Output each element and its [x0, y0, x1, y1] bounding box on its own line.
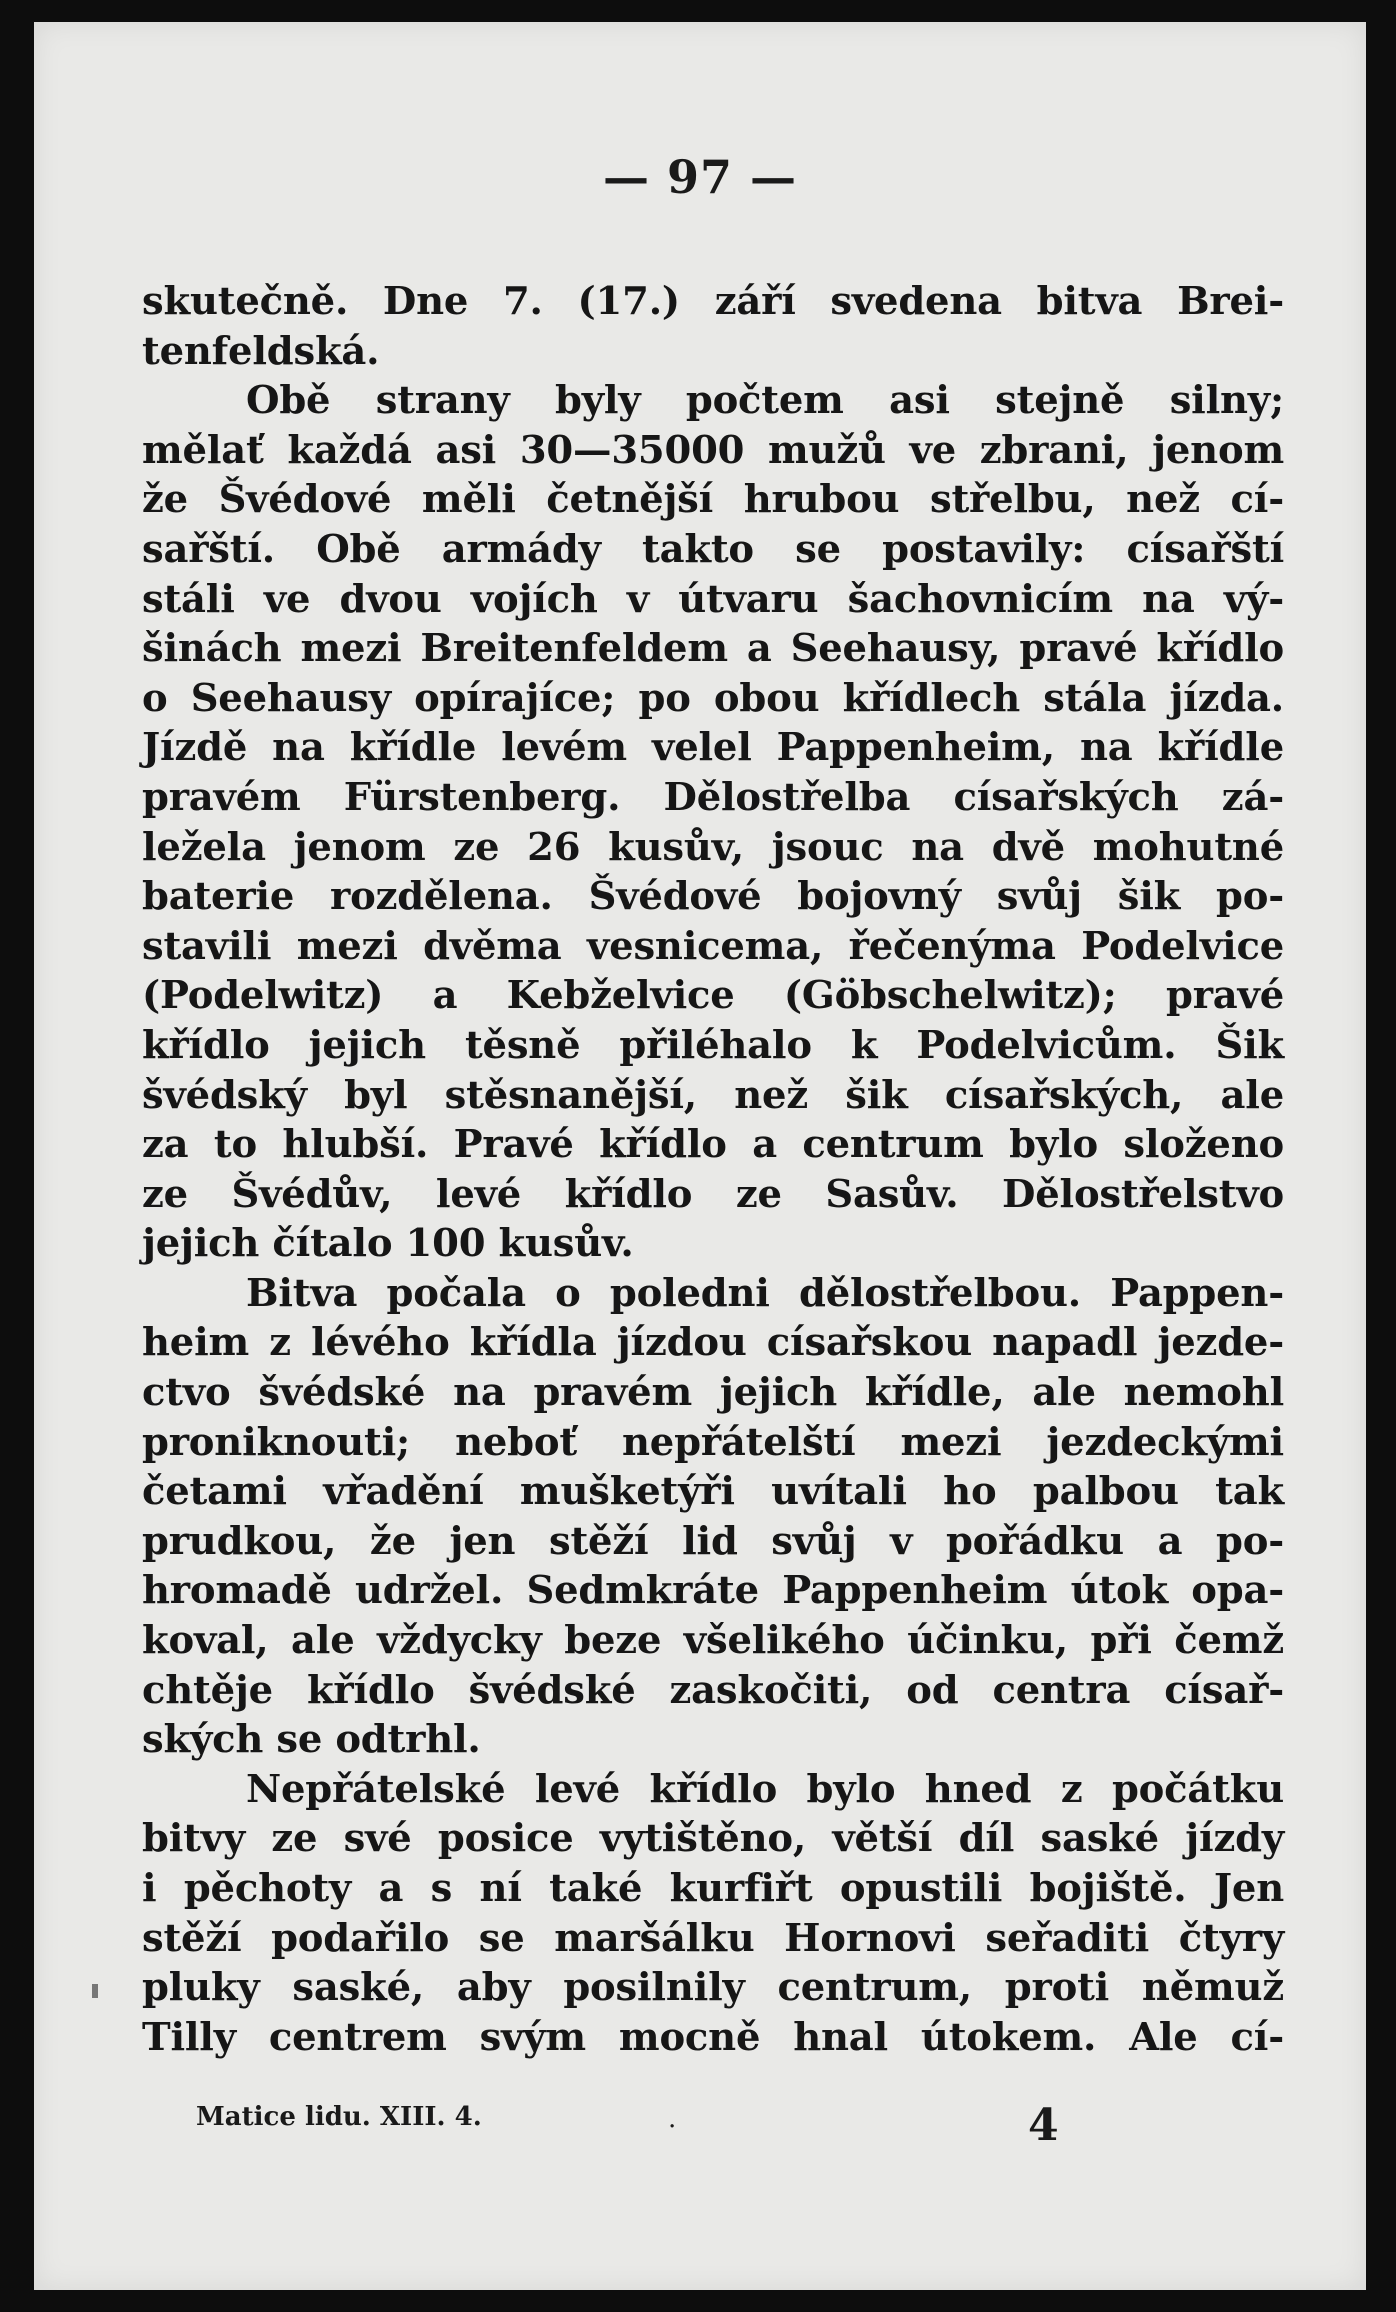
text-line: hromadě udržel. Sedmkráte Pappenheim útok opa-	[142, 1568, 1284, 1614]
text-line: Tilly centrem svým mocně hnal útokem. Ale cí-	[142, 2014, 1284, 2060]
text-line: o Seehausy opírajíce; po obou křídlech stála jízda.	[142, 675, 1284, 721]
text-line: pravém Fürstenberg. Dělostřelba císařských zá-	[142, 774, 1284, 820]
text-line: četami vřadění mušketýři uvítali ho palbou tak	[142, 1469, 1284, 1515]
text-line: že Švédové měli četnější hrubou střelbu, než cí-	[142, 477, 1284, 523]
body-text	[142, 277, 1284, 2062]
text-line: švédský byl stěsnanější, než šik císařských, ale	[142, 1072, 1284, 1118]
text-line: i pěchoty a s ní také kurfiřt opustili bojiště. Jen	[142, 1866, 1284, 1911]
margin-mark	[92, 1984, 98, 1998]
text-line: tenfeldská.	[142, 328, 380, 374]
signature-mark: 4	[1028, 2100, 1059, 2151]
text-line: baterie rozdělena. Švédové bojovný svůj šik po-	[142, 874, 1284, 920]
text-line: Bitva počala o poledni dělostřelbou. Pappen-	[246, 1270, 1284, 1316]
text-line: Obě strany byly počtem asi stejně silny;	[246, 378, 1284, 424]
text-line: proniknouti; neboť nepřátelští mezi jezdeckými	[142, 1419, 1284, 1465]
text-line: stáli ve dvou vojích v útvaru šachovnicím na vý-	[142, 576, 1284, 622]
text-line: mělať každá asi 30—35000 mužů ve zbrani, jenom	[142, 427, 1284, 473]
text-line: jejich čítalo 100 kusův.	[142, 1221, 634, 1267]
footer-dot: .	[668, 2104, 677, 2134]
text-line: sařští. Obě armády takto se postavily: císařští	[142, 526, 1284, 572]
text-line: koval, ale vždycky beze všelikého účinku, při čemž	[142, 1618, 1284, 1664]
text-line: ležela jenom ze 26 kusův, jsouc na dvě mohutné	[142, 824, 1284, 870]
text-line: ctvo švédské na pravém jejich křídle, ale nemohl	[142, 1370, 1284, 1416]
text-line: stěží podařilo se maršálku Hornovi seřaditi čtyry	[142, 1915, 1284, 1961]
series-imprint: Matice lidu. XIII. 4.	[196, 2102, 482, 2132]
text-line: ských se odtrhl.	[142, 1717, 481, 1763]
text-line: Jízdě na křídle levém velel Pappenheim, na křídle	[142, 725, 1284, 771]
text-line: bitvy ze své posice vytištěno, větší díl saské jízdy	[142, 1816, 1284, 1862]
text-line: Nepřátelské levé křídlo bylo hned z počátku	[246, 1766, 1284, 1812]
text-line: za to hlubší. Pravé křídlo a centrum bylo složeno	[142, 1122, 1284, 1168]
text-line: křídlo jejich těsně přiléhalo k Podelvicům. Šik	[142, 1022, 1284, 1068]
text-line: šinách mezi Breitenfeldem a Seehausy, pravé křídlo	[142, 626, 1284, 672]
page-number: — 97 —	[602, 150, 798, 204]
text-line: stavili mezi dvěma vesnicema, řečenýma Podelvice	[142, 923, 1284, 969]
book-page	[34, 22, 1366, 2290]
text-line: chtěje křídlo švédské zaskočiti, od centra císař-	[142, 1667, 1284, 1713]
text-line: skutečně. Dne 7. (17.) září svedena bitva Brei-	[142, 279, 1284, 324]
text-line: prudkou, že jen stěží lid svůj v pořádku a po-	[142, 1518, 1284, 1564]
text-line: ze Švédův, levé křídlo ze Sasův. Dělostřelstvo	[142, 1171, 1284, 1217]
text-line: heim z lévého křídla jízdou císařskou napadl jezde-	[142, 1320, 1284, 1366]
text-line: (Podelwitz) a Kebželvice (Göbschelwitz); pravé	[142, 973, 1284, 1019]
text-line: pluky saské, aby posilnily centrum, proti němuž	[142, 1965, 1284, 2011]
